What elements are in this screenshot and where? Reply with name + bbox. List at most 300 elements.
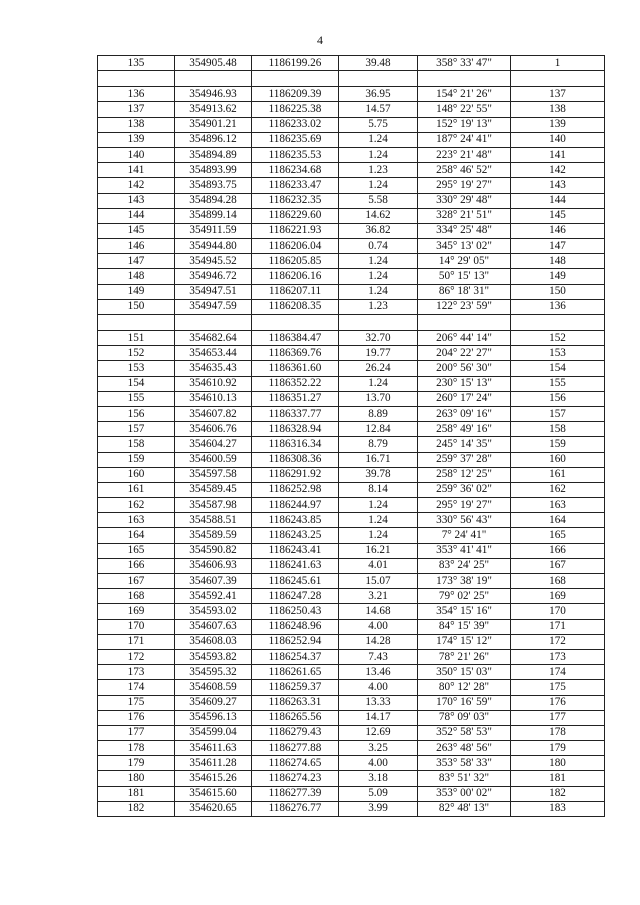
x-coordinate-cell: 354593.82 [175, 649, 252, 664]
x-coordinate-cell: 354896.12 [175, 132, 252, 147]
next-point-cell: 176 [511, 695, 605, 710]
next-point-cell: 138 [511, 102, 605, 117]
table-row [98, 528, 605, 543]
point-number-cell: 148 [98, 269, 175, 284]
x-coordinate-cell: 354620.65 [175, 801, 252, 816]
bearing-cell: 358° 33' 47" [418, 56, 511, 71]
table-row [98, 223, 605, 238]
point-number-cell: 179 [98, 756, 175, 771]
y-coordinate-cell: 1186243.85 [252, 513, 339, 528]
next-point-cell: 143 [511, 178, 605, 193]
distance-cell: 1.24 [339, 178, 418, 193]
next-point-cell: 136 [511, 299, 605, 314]
y-coordinate-cell [252, 315, 339, 331]
distance-cell [339, 71, 418, 87]
table-row [98, 558, 605, 573]
x-coordinate-cell: 354600.59 [175, 452, 252, 467]
table-row [98, 665, 605, 680]
table-row [98, 239, 605, 254]
y-coordinate-cell: 1186209.39 [252, 87, 339, 102]
y-coordinate-cell: 1186250.43 [252, 604, 339, 619]
distance-cell: 12.84 [339, 422, 418, 437]
y-coordinate-cell: 1186243.25 [252, 528, 339, 543]
point-number-cell: 169 [98, 604, 175, 619]
next-point-cell: 173 [511, 649, 605, 664]
bearing-cell: 330° 29' 48" [418, 193, 511, 208]
y-coordinate-cell: 1186208.35 [252, 299, 339, 314]
x-coordinate-cell: 354608.03 [175, 634, 252, 649]
y-coordinate-cell: 1186279.43 [252, 725, 339, 740]
x-coordinate-cell: 354899.14 [175, 208, 252, 223]
distance-cell: 8.89 [339, 406, 418, 421]
y-coordinate-cell: 1186369.76 [252, 346, 339, 361]
bearing-cell: 334° 25' 48" [418, 223, 511, 238]
bearing-cell: 258° 12' 25" [418, 467, 511, 482]
bearing-cell: 223° 21' 48" [418, 147, 511, 162]
bearing-cell: 295° 19' 27" [418, 178, 511, 193]
x-coordinate-cell: 354894.28 [175, 193, 252, 208]
point-number-cell: 140 [98, 147, 175, 162]
next-point-cell: 154 [511, 361, 605, 376]
next-point-cell [511, 71, 605, 87]
bearing-cell: 206° 44' 14" [418, 331, 511, 346]
y-coordinate-cell [252, 71, 339, 87]
point-number-cell: 149 [98, 284, 175, 299]
point-number-cell: 157 [98, 422, 175, 437]
y-coordinate-cell: 1186384.47 [252, 331, 339, 346]
distance-cell: 36.82 [339, 223, 418, 238]
y-coordinate-cell: 1186308.36 [252, 452, 339, 467]
x-coordinate-cell: 354606.76 [175, 422, 252, 437]
distance-cell: 1.24 [339, 498, 418, 513]
table-row [98, 163, 605, 178]
point-number-cell: 166 [98, 558, 175, 573]
table-row [98, 756, 605, 771]
bearing-cell: 328° 21' 51" [418, 208, 511, 223]
table-row [98, 589, 605, 604]
x-coordinate-cell: 354589.45 [175, 482, 252, 497]
y-coordinate-cell: 1186199.26 [252, 56, 339, 71]
x-coordinate-cell: 354946.93 [175, 87, 252, 102]
table-row [98, 208, 605, 223]
y-coordinate-cell: 1186263.31 [252, 695, 339, 710]
distance-cell: 26.24 [339, 361, 418, 376]
table-row [98, 391, 605, 406]
table-row [98, 193, 605, 208]
y-coordinate-cell: 1186277.39 [252, 786, 339, 801]
table-row [98, 649, 605, 664]
bearing-cell: 50° 15' 13" [418, 269, 511, 284]
bearing-cell: 353° 41' 41" [418, 543, 511, 558]
table-row [98, 543, 605, 558]
y-coordinate-cell: 1186244.97 [252, 498, 339, 513]
distance-cell: 1.24 [339, 376, 418, 391]
point-number-cell: 151 [98, 331, 175, 346]
distance-cell: 12.69 [339, 725, 418, 740]
next-point-cell: 156 [511, 391, 605, 406]
x-coordinate-cell: 354615.60 [175, 786, 252, 801]
table-row [98, 87, 605, 102]
bearing-cell: 152° 19' 13" [418, 117, 511, 132]
table-row [98, 102, 605, 117]
point-number-cell: 152 [98, 346, 175, 361]
table-row [98, 254, 605, 269]
separator-row [98, 71, 605, 87]
next-point-cell: 179 [511, 741, 605, 756]
distance-cell: 5.09 [339, 786, 418, 801]
bearing-cell: 78° 09' 03" [418, 710, 511, 725]
point-number-cell: 170 [98, 619, 175, 634]
point-number-cell: 160 [98, 467, 175, 482]
y-coordinate-cell: 1186277.88 [252, 741, 339, 756]
table-row [98, 284, 605, 299]
bearing-cell: 295° 19' 27" [418, 498, 511, 513]
distance-cell: 15.07 [339, 574, 418, 589]
table-row [98, 710, 605, 725]
distance-cell: 4.00 [339, 680, 418, 695]
distance-cell: 1.24 [339, 147, 418, 162]
coordinates-table [97, 55, 605, 817]
x-coordinate-cell: 354610.13 [175, 391, 252, 406]
next-point-cell: 160 [511, 452, 605, 467]
point-number-cell: 154 [98, 376, 175, 391]
point-number-cell: 178 [98, 741, 175, 756]
point-number-cell: 146 [98, 239, 175, 254]
next-point-cell: 161 [511, 467, 605, 482]
x-coordinate-cell: 354596.13 [175, 710, 252, 725]
y-coordinate-cell: 1186352.22 [252, 376, 339, 391]
next-point-cell: 155 [511, 376, 605, 391]
x-coordinate-cell: 354893.75 [175, 178, 252, 193]
next-point-cell: 146 [511, 223, 605, 238]
distance-cell: 16.21 [339, 543, 418, 558]
x-coordinate-cell: 354905.48 [175, 56, 252, 71]
table-row [98, 376, 605, 391]
point-number-cell: 136 [98, 87, 175, 102]
bearing-cell: 230° 15' 13" [418, 376, 511, 391]
bearing-cell: 14° 29' 05" [418, 254, 511, 269]
x-coordinate-cell: 354946.72 [175, 269, 252, 284]
next-point-cell: 158 [511, 422, 605, 437]
table-row [98, 56, 605, 71]
bearing-cell: 154° 21' 26" [418, 87, 511, 102]
table-row [98, 437, 605, 452]
bearing-cell: 170° 16' 59" [418, 695, 511, 710]
next-point-cell: 145 [511, 208, 605, 223]
table-row [98, 422, 605, 437]
next-point-cell: 172 [511, 634, 605, 649]
next-point-cell: 166 [511, 543, 605, 558]
bearing-cell: 345° 13' 02" [418, 239, 511, 254]
next-point-cell: 147 [511, 239, 605, 254]
point-number-cell: 141 [98, 163, 175, 178]
y-coordinate-cell: 1186247.28 [252, 589, 339, 604]
distance-cell: 14.57 [339, 102, 418, 117]
point-number-cell: 182 [98, 801, 175, 816]
y-coordinate-cell: 1186276.77 [252, 801, 339, 816]
bearing-cell: 259° 37' 28" [418, 452, 511, 467]
x-coordinate-cell: 354913.62 [175, 102, 252, 117]
next-point-cell: 178 [511, 725, 605, 740]
x-coordinate-cell: 354588.51 [175, 513, 252, 528]
x-coordinate-cell: 354607.39 [175, 574, 252, 589]
point-number-cell: 153 [98, 361, 175, 376]
bearing-cell: 330° 56' 43" [418, 513, 511, 528]
distance-cell: 4.01 [339, 558, 418, 573]
x-coordinate-cell: 354653.44 [175, 346, 252, 361]
point-number-cell: 142 [98, 178, 175, 193]
distance-cell: 1.24 [339, 528, 418, 543]
point-number-cell [98, 71, 175, 87]
bearing-cell: 354° 15' 16" [418, 604, 511, 619]
y-coordinate-cell: 1186233.47 [252, 178, 339, 193]
point-number-cell: 161 [98, 482, 175, 497]
point-number-cell: 145 [98, 223, 175, 238]
next-point-cell: 182 [511, 786, 605, 801]
point-number-cell: 156 [98, 406, 175, 421]
bearing-cell: 86° 18' 31" [418, 284, 511, 299]
bearing-cell: 353° 58' 33" [418, 756, 511, 771]
x-coordinate-cell: 354894.89 [175, 147, 252, 162]
y-coordinate-cell: 1186316.34 [252, 437, 339, 452]
y-coordinate-cell: 1186232.35 [252, 193, 339, 208]
y-coordinate-cell: 1186328.94 [252, 422, 339, 437]
table-row [98, 117, 605, 132]
bearing-cell: 84° 15' 39" [418, 619, 511, 634]
distance-cell: 32.70 [339, 331, 418, 346]
bearing-cell: 122° 23' 59" [418, 299, 511, 314]
point-number-cell: 147 [98, 254, 175, 269]
y-coordinate-cell: 1186235.53 [252, 147, 339, 162]
y-coordinate-cell: 1186235.69 [252, 132, 339, 147]
distance-cell: 13.46 [339, 665, 418, 680]
next-point-cell: 142 [511, 163, 605, 178]
x-coordinate-cell: 354595.32 [175, 665, 252, 680]
y-coordinate-cell: 1186265.56 [252, 710, 339, 725]
distance-cell: 3.25 [339, 741, 418, 756]
y-coordinate-cell: 1186252.98 [252, 482, 339, 497]
next-point-cell: 164 [511, 513, 605, 528]
next-point-cell: 167 [511, 558, 605, 573]
point-number-cell: 180 [98, 771, 175, 786]
y-coordinate-cell: 1186261.65 [252, 665, 339, 680]
point-number-cell: 138 [98, 117, 175, 132]
x-coordinate-cell: 354608.59 [175, 680, 252, 695]
y-coordinate-cell: 1186205.85 [252, 254, 339, 269]
bearing-cell: 263° 09' 16" [418, 406, 511, 421]
next-point-cell: 159 [511, 437, 605, 452]
x-coordinate-cell: 354893.99 [175, 163, 252, 178]
table-row [98, 786, 605, 801]
x-coordinate-cell: 354587.98 [175, 498, 252, 513]
bearing-cell: 83° 24' 25" [418, 558, 511, 573]
next-point-cell: 141 [511, 147, 605, 162]
distance-cell: 1.23 [339, 299, 418, 314]
point-number-cell: 164 [98, 528, 175, 543]
x-coordinate-cell: 354593.02 [175, 604, 252, 619]
bearing-cell: 174° 15' 12" [418, 634, 511, 649]
point-number-cell: 163 [98, 513, 175, 528]
distance-cell: 14.62 [339, 208, 418, 223]
table-row [98, 801, 605, 816]
x-coordinate-cell: 354606.93 [175, 558, 252, 573]
bearing-cell: 258° 49' 16" [418, 422, 511, 437]
bearing-cell: 350° 15' 03" [418, 665, 511, 680]
table-row [98, 725, 605, 740]
point-number-cell: 162 [98, 498, 175, 513]
distance-cell: 1.23 [339, 163, 418, 178]
coordinates-table-body [98, 56, 605, 817]
separator-row [98, 315, 605, 331]
next-point-cell: 171 [511, 619, 605, 634]
next-point-cell: 169 [511, 589, 605, 604]
bearing-cell: 258° 46' 52" [418, 163, 511, 178]
bearing-cell: 352° 58' 53" [418, 725, 511, 740]
table-row [98, 406, 605, 421]
bearing-cell: 200° 56' 30" [418, 361, 511, 376]
page-number: 4 [317, 33, 323, 47]
x-coordinate-cell: 354635.43 [175, 361, 252, 376]
point-number-cell: 173 [98, 665, 175, 680]
bearing-cell: 353° 00' 02" [418, 786, 511, 801]
distance-cell: 14.17 [339, 710, 418, 725]
distance-cell: 16.71 [339, 452, 418, 467]
bearing-cell: 80° 12' 28" [418, 680, 511, 695]
point-number-cell: 174 [98, 680, 175, 695]
point-number-cell: 137 [98, 102, 175, 117]
x-coordinate-cell [175, 315, 252, 331]
next-point-cell: 177 [511, 710, 605, 725]
table-row [98, 771, 605, 786]
next-point-cell: 163 [511, 498, 605, 513]
distance-cell: 36.95 [339, 87, 418, 102]
y-coordinate-cell: 1186206.16 [252, 269, 339, 284]
bearing-cell: 173° 38' 19" [418, 574, 511, 589]
table-row [98, 482, 605, 497]
table-row [98, 604, 605, 619]
distance-cell: 39.78 [339, 467, 418, 482]
point-number-cell: 139 [98, 132, 175, 147]
bearing-cell: 148° 22' 55" [418, 102, 511, 117]
distance-cell: 13.70 [339, 391, 418, 406]
bearing-cell: 204° 22' 27" [418, 346, 511, 361]
table-row [98, 331, 605, 346]
distance-cell: 3.99 [339, 801, 418, 816]
distance-cell: 1.24 [339, 254, 418, 269]
bearing-cell: 260° 17' 24" [418, 391, 511, 406]
next-point-cell: 137 [511, 87, 605, 102]
table-row [98, 680, 605, 695]
table-row [98, 634, 605, 649]
x-coordinate-cell: 354599.04 [175, 725, 252, 740]
table-row [98, 741, 605, 756]
bearing-cell: 83° 51' 32" [418, 771, 511, 786]
y-coordinate-cell: 1186243.41 [252, 543, 339, 558]
distance-cell: 5.75 [339, 117, 418, 132]
table-row [98, 619, 605, 634]
y-coordinate-cell: 1186291.92 [252, 467, 339, 482]
y-coordinate-cell: 1186229.60 [252, 208, 339, 223]
x-coordinate-cell: 354604.27 [175, 437, 252, 452]
x-coordinate-cell: 354609.27 [175, 695, 252, 710]
distance-cell: 8.79 [339, 437, 418, 452]
point-number-cell: 159 [98, 452, 175, 467]
table-row [98, 361, 605, 376]
next-point-cell: 175 [511, 680, 605, 695]
y-coordinate-cell: 1186252.94 [252, 634, 339, 649]
point-number-cell: 175 [98, 695, 175, 710]
y-coordinate-cell: 1186361.60 [252, 361, 339, 376]
next-point-cell [511, 315, 605, 331]
distance-cell: 8.14 [339, 482, 418, 497]
table-row [98, 513, 605, 528]
y-coordinate-cell: 1186234.68 [252, 163, 339, 178]
bearing-cell: 187° 24' 41" [418, 132, 511, 147]
point-number-cell: 167 [98, 574, 175, 589]
point-number-cell: 144 [98, 208, 175, 223]
x-coordinate-cell: 354947.51 [175, 284, 252, 299]
bearing-cell [418, 71, 511, 87]
next-point-cell: 152 [511, 331, 605, 346]
point-number-cell: 172 [98, 649, 175, 664]
point-number-cell: 168 [98, 589, 175, 604]
point-number-cell: 135 [98, 56, 175, 71]
x-coordinate-cell: 354911.59 [175, 223, 252, 238]
point-number-cell: 150 [98, 299, 175, 314]
table-row [98, 299, 605, 314]
y-coordinate-cell: 1186225.38 [252, 102, 339, 117]
table-row [98, 498, 605, 513]
distance-cell: 1.24 [339, 132, 418, 147]
bearing-cell: 263° 48' 56" [418, 741, 511, 756]
point-number-cell: 177 [98, 725, 175, 740]
point-number-cell: 171 [98, 634, 175, 649]
y-coordinate-cell: 1186233.02 [252, 117, 339, 132]
next-point-cell: 183 [511, 801, 605, 816]
next-point-cell: 162 [511, 482, 605, 497]
x-coordinate-cell: 354615.26 [175, 771, 252, 786]
distance-cell: 1.24 [339, 284, 418, 299]
x-coordinate-cell: 354947.59 [175, 299, 252, 314]
distance-cell: 3.21 [339, 589, 418, 604]
point-number-cell [98, 315, 175, 331]
table-row [98, 574, 605, 589]
table-row [98, 346, 605, 361]
x-coordinate-cell: 354611.28 [175, 756, 252, 771]
y-coordinate-cell: 1186248.96 [252, 619, 339, 634]
distance-cell: 1.24 [339, 513, 418, 528]
distance-cell: 4.00 [339, 619, 418, 634]
next-point-cell: 157 [511, 406, 605, 421]
y-coordinate-cell: 1186337.77 [252, 406, 339, 421]
distance-cell: 39.48 [339, 56, 418, 71]
next-point-cell: 150 [511, 284, 605, 299]
table-row [98, 147, 605, 162]
x-coordinate-cell: 354592.41 [175, 589, 252, 604]
table-row [98, 178, 605, 193]
table-row [98, 132, 605, 147]
x-coordinate-cell: 354589.59 [175, 528, 252, 543]
distance-cell: 7.43 [339, 649, 418, 664]
distance-cell [339, 315, 418, 331]
x-coordinate-cell: 354944.80 [175, 239, 252, 254]
x-coordinate-cell: 354590.82 [175, 543, 252, 558]
x-coordinate-cell: 354610.92 [175, 376, 252, 391]
x-coordinate-cell: 354945.52 [175, 254, 252, 269]
next-point-cell: 180 [511, 756, 605, 771]
distance-cell: 13.33 [339, 695, 418, 710]
point-number-cell: 143 [98, 193, 175, 208]
